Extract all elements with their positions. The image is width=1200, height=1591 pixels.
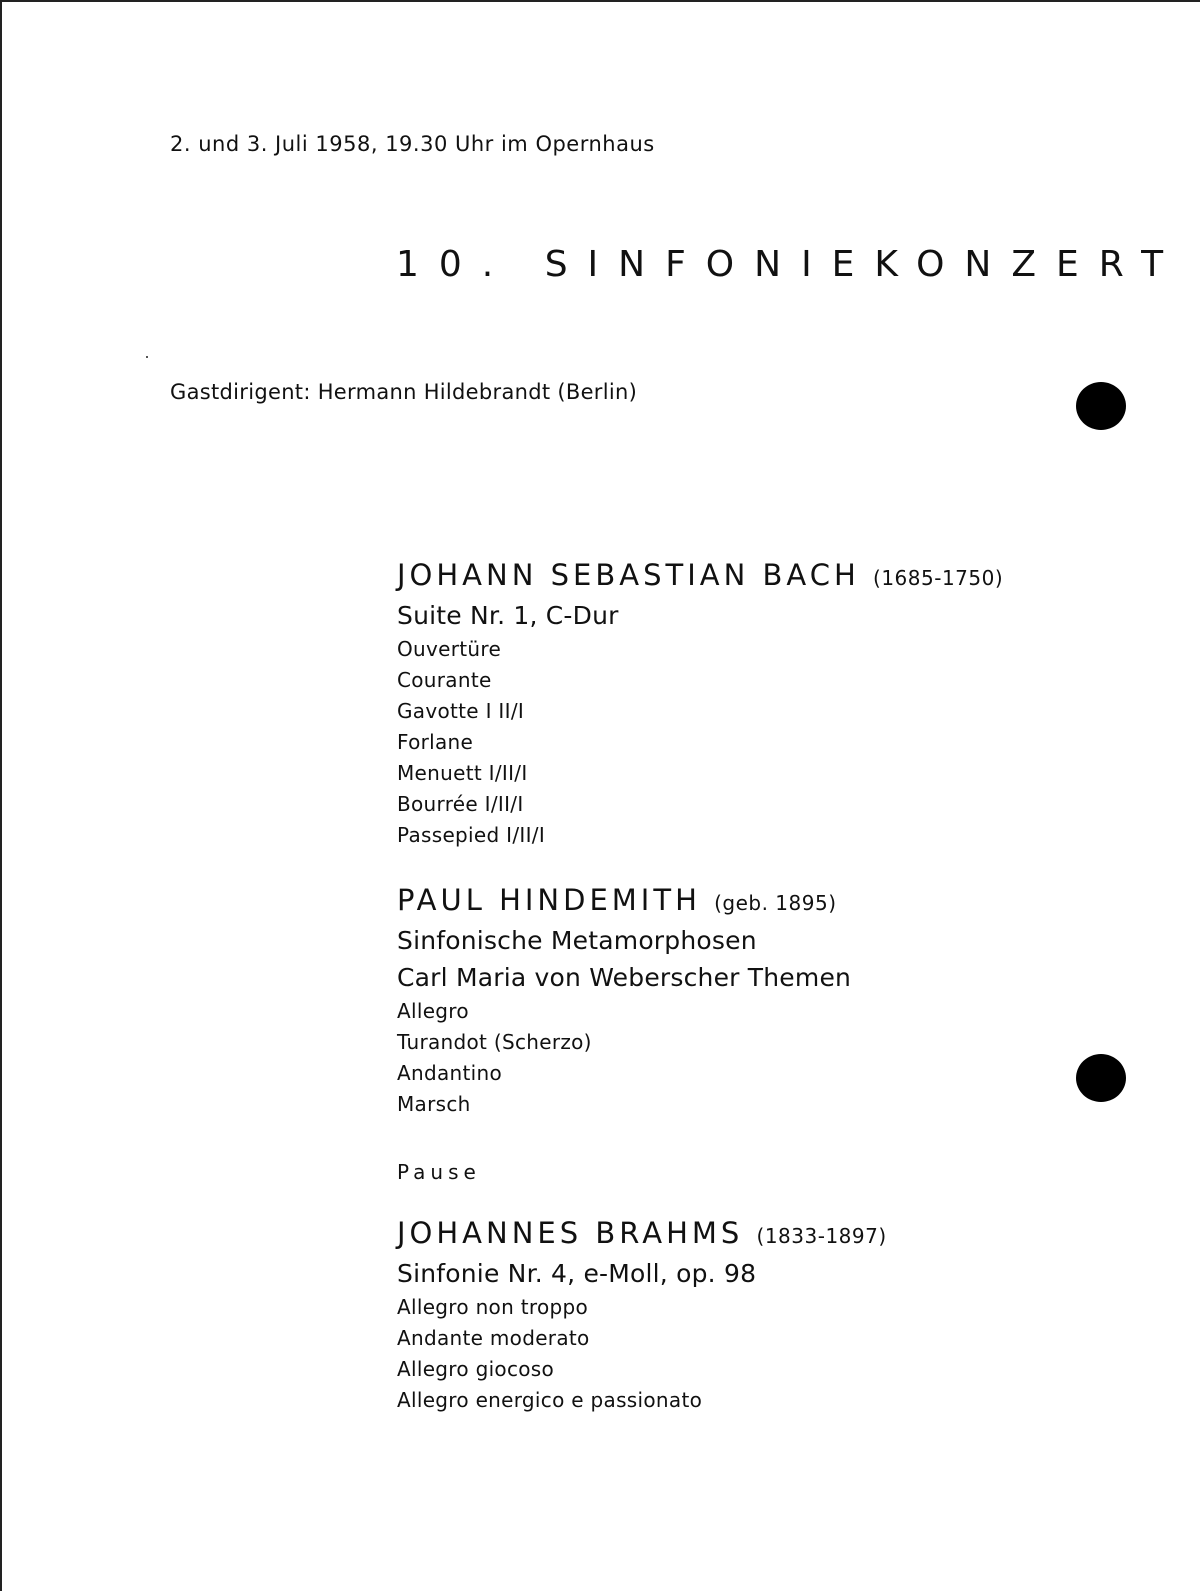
movement-item: Marsch — [397, 1092, 471, 1116]
date-line: 2. und 3. Juli 1958, 19.30 Uhr im Opernhaus — [170, 132, 655, 156]
movement-item: Andante moderato — [397, 1326, 590, 1350]
movement-item: Gavotte I II/I — [397, 699, 525, 723]
conductor-line: Gastdirigent: Hermann Hildebrandt (Berlin) — [170, 380, 638, 404]
program — [397, 556, 1157, 1416]
movement-item: Andantino — [397, 1061, 502, 1085]
movement-item: Allegro energico e passionato — [397, 1388, 703, 1412]
page-border-top — [0, 0, 1200, 2]
composer-dates: (1833-1897) — [756, 1224, 887, 1248]
spacer — [397, 851, 1157, 881]
movement-list — [397, 996, 1157, 1120]
work-hindemith — [397, 881, 1157, 1120]
movement-item: Forlane — [397, 730, 474, 754]
work-bach — [397, 556, 1157, 851]
composer-line — [397, 1214, 1157, 1255]
movement-list — [397, 1292, 1157, 1416]
composer-name: JOHANNES BRAHMS — [397, 1216, 744, 1250]
work-brahms — [397, 1214, 1157, 1416]
movement-item: Bourrée I/II/I — [397, 792, 524, 816]
movement-item: Allegro — [397, 999, 469, 1023]
movement-item: Menuett I/II/I — [397, 761, 528, 785]
movement-item: Allegro non troppo — [397, 1295, 589, 1319]
page-border-left — [0, 0, 2, 1591]
work-title: Sinfonie Nr. 4, e-Moll, op. 98 — [397, 1259, 757, 1288]
composer-name: JOHANN SEBASTIAN BACH — [397, 558, 860, 592]
composer-line — [397, 881, 1157, 922]
movement-item: Allegro giocoso — [397, 1357, 555, 1381]
composer-name: PAUL HINDEMITH — [397, 883, 701, 917]
spacer — [397, 1189, 1157, 1214]
work-title: Sinfonische Metamorphosen — [397, 926, 757, 955]
work-subtitle: Carl Maria von Weberscher Themen — [397, 963, 852, 992]
spacer — [397, 1120, 1157, 1155]
movement-item: Courante — [397, 668, 492, 692]
scan-speck — [146, 356, 148, 358]
concert-title: 10. SINFONIEKONZERT — [396, 244, 1184, 285]
movement-list — [397, 634, 1157, 851]
composer-line — [397, 556, 1157, 597]
punch-hole-top — [1076, 382, 1126, 430]
movement-item: Passepied I/II/I — [397, 823, 546, 847]
work-title: Suite Nr. 1, C-Dur — [397, 601, 619, 630]
composer-dates: (1685-1750) — [873, 566, 1004, 590]
movement-item: Turandot (Scherzo) — [397, 1030, 592, 1054]
movement-item: Ouvertüre — [397, 637, 502, 661]
composer-dates: (geb. 1895) — [714, 891, 837, 915]
pause-label: Pause — [397, 1160, 481, 1184]
